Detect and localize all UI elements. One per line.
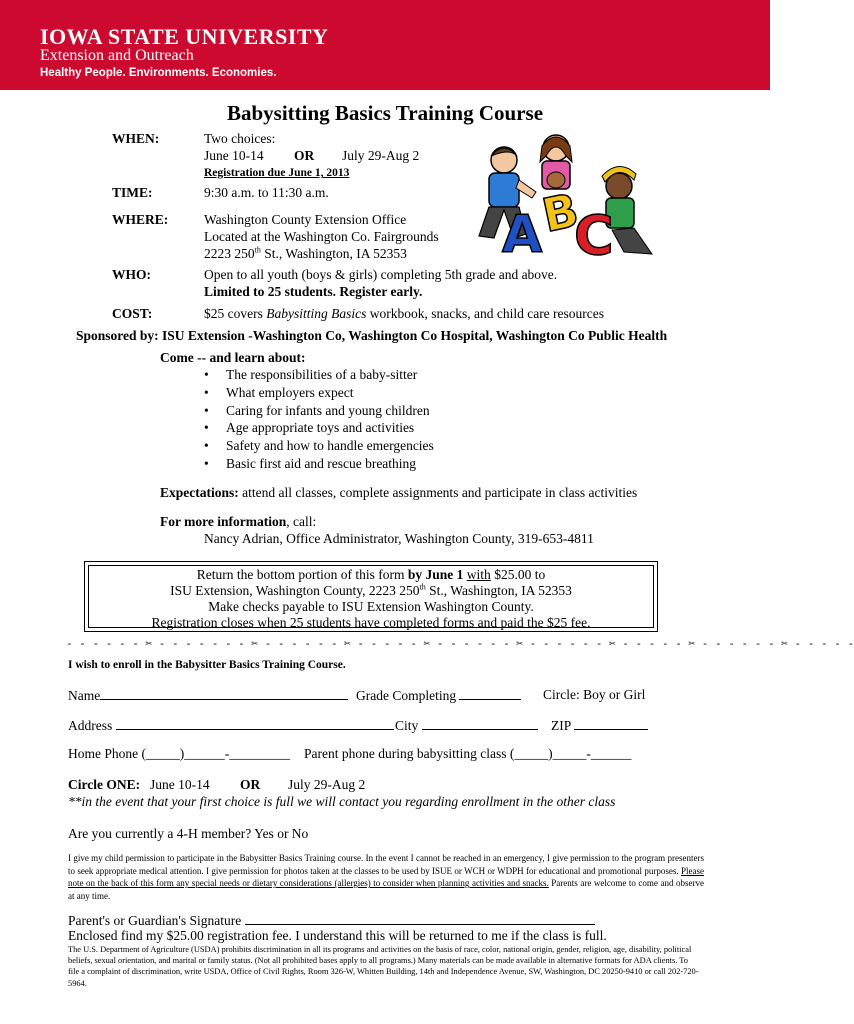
permission-paragraph: I give my child permission to participate in the Babysitter Basics Training course. In the event I cannot be reached in an emergency, I give permission to the program presenters to seek appropriate medical attention. I give permission for photos taken at the classes to be used by ISUE or WCH or WDPH for educational and promotional purposes. Please note on the back of this form any special needs or dietary considerations (allergies) to consider when planning activities and snacks. Parents are welcome to come and observe at any time. — [68, 853, 704, 901]
when-label: WHEN: — [112, 131, 160, 146]
who-label: WHO: — [112, 267, 151, 282]
list-item: • Basic first aid and rescue breathing — [204, 455, 434, 473]
return-instructions-box — [84, 561, 658, 632]
cut-line: - - - - - - ✂ - - - - - - - ✂ - - - - - - ✂ - - - - - ✂ - - - - - - ✂ - - - - - - ✂ - - - - - ✂ - - - - - - ✂ - - - - - — [66, 637, 854, 650]
enrollment-note: **in the event that your first choice is full we will contact you regarding enrollment in the other class — [68, 794, 616, 809]
when-line1: Two choices: — [204, 131, 276, 146]
letter-b: B — [537, 182, 584, 243]
university-name: IOWA STATE UNIVERSITY — [40, 24, 329, 49]
list-item: • Safety and how to handle emergencies — [204, 437, 434, 455]
circle-one-opt1[interactable]: June 10-14 — [150, 777, 210, 792]
where-line3: 2223 250th St., Washington, IA 52353 — [204, 245, 407, 261]
list-item: • Age appropriate toys and activities — [204, 419, 434, 437]
home-phone-field[interactable]: Home Phone (_____)______-_________ — [68, 746, 290, 761]
time-label: TIME: — [112, 185, 153, 200]
fourh-question[interactable]: Are you currently a 4-H member? Yes or No — [68, 826, 309, 841]
letter-c: C — [574, 204, 614, 267]
list-item: • What employers expect — [204, 384, 434, 402]
page-title: Babysitting Basics Training Course — [226, 101, 544, 125]
city-field[interactable]: City — [395, 717, 538, 734]
who-line1: Open to all youth (boys & girls) completing 5th grade and above. — [204, 267, 558, 282]
enroll-statement: I wish to enroll in the Babysitter Basics Training Course. — [68, 659, 346, 671]
where-label: WHERE: — [112, 212, 169, 227]
who-line2: Limited to 25 students. Register early. — [204, 284, 423, 299]
where-line1: Washington County Extension Office — [204, 212, 407, 227]
unit-name: Extension and Outreach — [40, 47, 194, 64]
when-choice1: June 10-14 — [204, 148, 264, 163]
list-item: • The responsibilities of a baby-sitter — [204, 366, 434, 384]
return-line1: Return the bottom portion of this form by June 1 with $25.00 to — [196, 567, 546, 582]
header-banner — [0, 0, 770, 90]
learn-heading: Come -- and learn about: — [160, 350, 306, 365]
return-line3: Make checks payable to ISU Extension Washington County. — [208, 599, 534, 614]
name-field[interactable]: Name — [68, 687, 348, 704]
time-value: 9:30 a.m. to 11:30 a.m. — [204, 185, 329, 200]
return-line4: Registration closes when 25 students have completed forms and paid the $25 fee. — [151, 615, 591, 630]
gender-choice[interactable]: Circle: Boy or Girl — [543, 687, 646, 702]
tagline: Healthy People. Environments. Economies. — [40, 67, 277, 79]
cost-value: $25 covers Babysitting Basics workbook, snacks, and child care resources — [204, 306, 605, 321]
list-item: • Caring for infants and young children — [204, 402, 434, 420]
abc-kids-illustration — [474, 128, 674, 266]
address-field[interactable]: Address — [68, 717, 394, 734]
signature-field[interactable]: Parent's or Guardian's Signature — [68, 912, 595, 929]
letter-a: A — [502, 205, 543, 265]
more-info: For more information, call: — [160, 514, 317, 529]
cost-label: COST: — [112, 306, 153, 321]
grade-field[interactable]: Grade Completing — [356, 687, 521, 704]
when-or: OR — [294, 148, 315, 163]
contact-info: Nancy Adrian, Office Administrator, Washington County, 319-653-4811 — [204, 531, 594, 546]
expectations: Expectations: attend all classes, complete assignments and participate in class activities — [160, 485, 638, 500]
sponsored-by: Sponsored by: ISU Extension -Washington Co, Washington Co Hospital, Washington Co Public Health — [76, 328, 668, 343]
parent-phone-field[interactable]: Parent phone during babysitting class (_____)_____-______ — [304, 746, 632, 761]
circle-one-label: Circle ONE: — [68, 777, 141, 792]
registration-deadline: Registration due June 1, 2013 — [204, 167, 350, 179]
when-choice2: July 29-Aug 2 — [342, 148, 420, 163]
return-line2: ISU Extension, Washington County, 2223 250th St., Washington, IA 52353 — [170, 582, 572, 598]
zip-field[interactable]: ZIP — [551, 717, 648, 734]
circle-one-opt2[interactable]: July 29-Aug 2 — [288, 777, 366, 792]
learn-list — [204, 366, 434, 473]
enclosed-statement: Enclosed find my $25.00 registration fee. I understand this will be returned to me if the class is full. — [68, 928, 607, 943]
circle-one-or: OR — [240, 777, 261, 792]
usda-statement: The U.S. Department of Agriculture (USDA) prohibits discrimination in all its programs and activities on the basis of race, color, national origin, gender, religion, age, disability, political beliefs, sexual orientation, and marital or family status. (Not all prohibited bases apply to all programs.) Many materials can be made available in alternative formats for ADA clients. To file a complaint of discrimination, write USDA, Office of Civil Rights, Room 326-W, Whitten Building, 14th and Independence Avenue, SW, Washington, DC 20250-9410 or call 202-720-5964. — [68, 945, 699, 988]
where-line2: Located at the Washington Co. Fairgrounds — [204, 229, 439, 244]
